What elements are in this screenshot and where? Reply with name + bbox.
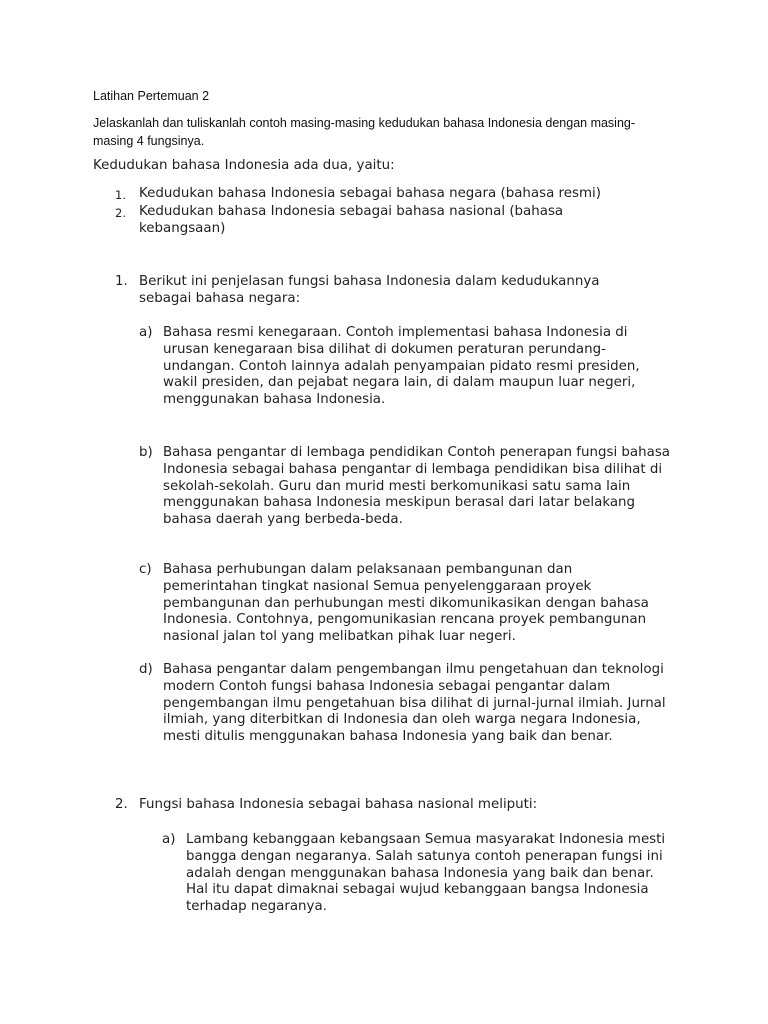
assignment-prompt: Jelaskanlah dan tuliskanlah contoh masing-masing kedudukan bahasa Indonesia dengan masing-masing 4 fungsinya. bbox=[93, 116, 636, 148]
item-marker: c) bbox=[139, 562, 152, 577]
section-marker: 2. bbox=[115, 797, 128, 812]
item-marker: a) bbox=[139, 325, 153, 340]
section-marker: 1. bbox=[115, 274, 128, 289]
function-item bbox=[139, 445, 674, 529]
section-heading bbox=[115, 797, 655, 814]
position-marker: 1. bbox=[115, 188, 126, 202]
position-marker: 2. bbox=[115, 206, 126, 220]
item-text: Lambang kebanggaan kebangsaan Semua masyarakat Indonesia mesti bangga dengan negaranya. Salah satunya contoh penerapan fungsi ini adalah dengan menggunakan bahasa Indonesia yang baik dan benar. Hal itu dapat dimaknai sebagai wujud kebanggaan bangsa Indonesia terhadap negaranya. bbox=[186, 832, 666, 915]
position-item bbox=[115, 204, 625, 238]
item-marker: a) bbox=[162, 832, 176, 847]
position-text: Kedudukan bahasa Indonesia sebagai bahasa negara (bahasa resmi) bbox=[139, 186, 601, 201]
position-text: Kedudukan bahasa Indonesia sebagai bahasa nasional (bahasa kebangsaan) bbox=[139, 204, 564, 236]
function-item bbox=[139, 562, 659, 646]
section-heading bbox=[115, 274, 655, 308]
item-text: Bahasa pengantar di lembaga pendidikan Contoh penerapan fungsi bahasa Indonesia sebagai bahasa pengantar di lembaga pendidikan bisa dilihat di sekolah-sekolah. Guru dan murid mesti berkomunikasi satu sama lain menggunakan bahasa Indonesia meskipun berasal dari latar belakang bahasa daerah yang berbeda-beda. bbox=[163, 445, 671, 528]
function-item bbox=[139, 325, 674, 409]
item-text: Bahasa perhubungan dalam pelaksanaan pembangunan dan pemerintahan tingkat nasional Semua penyelenggaraan proyek pembangunan dan perhubungan mesti dikomunikasikan dengan bahasa Indonesia. Contohnya, pengomunikasian rencana proyek pembangunan nasional jalan tol yang melibatkan pihak luar negeri. bbox=[163, 562, 649, 645]
item-text: Bahasa pengantar dalam pengembangan ilmu pengetahuan dan teknologi modern Contoh fungsi bahasa Indonesia sebagai pengantar dalam pengembangan ilmu pengetahuan bisa dilihat di jurnal-jurnal ilmiah. Jurnal ilmiah, yang diterbitkan di Indonesia dan oleh warga negara Indonesia, mesti ditulis menggunakan bahasa Indonesia yang baik dan benar. bbox=[163, 662, 666, 745]
section-heading-text: Fungsi bahasa Indonesia sebagai bahasa nasional meliputi: bbox=[139, 797, 538, 812]
item-marker: d) bbox=[139, 662, 153, 677]
item-text: Bahasa resmi kenegaraan. Contoh implementasi bahasa Indonesia di urusan kenegaraan bisa dilihat di dokumen peraturan perundang-undangan. Contoh lainnya adalah penyampaian pidato resmi presiden, wakil presiden, dan pejabat negara lain, di dalam maupun luar negeri, menggunakan bahasa Indonesia. bbox=[163, 325, 640, 408]
document-title: Latihan Pertemuan 2 bbox=[93, 89, 210, 103]
intro-paragraph: Kedudukan bahasa Indonesia ada dua, yaitu: bbox=[93, 158, 395, 173]
function-item bbox=[139, 662, 669, 746]
function-item bbox=[162, 832, 674, 916]
item-marker: b) bbox=[139, 445, 153, 460]
section-heading-text: Berikut ini penjelasan fungsi bahasa Indonesia dalam kedudukannya sebagai bahasa negara: bbox=[139, 274, 600, 306]
position-item bbox=[115, 186, 660, 204]
